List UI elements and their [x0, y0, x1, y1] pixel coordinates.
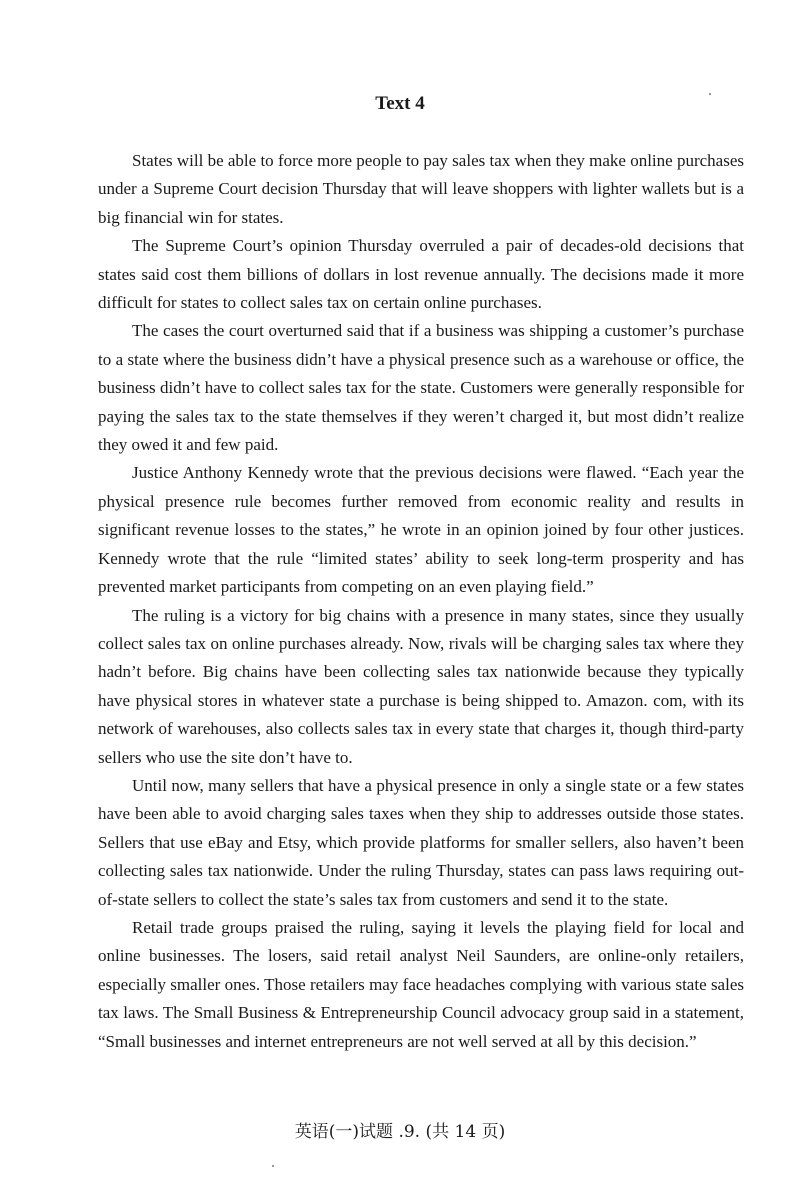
page-footer: 英语(一)试题 .9. (共 14 页): [294, 1122, 506, 1142]
paragraph-4: Justice Anthony Kennedy wrote that the previous decisions were flawed. “Each year the physical presence rule becomes further removed from economic reality and results in significant revenue losses to the states,” he wrote in an opinion joined by four other justices. Kennedy wrote that the rule “limited states’ ability to seek long-term prosperity and has prevented market participants from competing on an even playing field.”: [98, 463, 744, 597]
scan-speck: [272, 1165, 274, 1167]
scan-speck: [709, 93, 711, 95]
paragraph-2: The Supreme Court’s opinion Thursday overruled a pair of decades-old decisions that states said cost them billions of dollars in lost revenue annually. The decisions made it more difficult for states to collect sales tax on certain online purchases.: [98, 236, 744, 313]
paragraph-5: The ruling is a victory for big chains with a presence in many states, since they usually collect sales tax on online purchases already. Now, rivals will be charging sales tax where they hadn’t before. Big chains have been collecting sales tax nationwide because they typically have physical stores in whatever state a purchase is being shipped to. Amazon. com, with its network of warehouses, also collects sales tax in every state that charges it, though third-party sellers who use the site don’t have to.: [98, 605, 744, 767]
text-title: Text 4: [375, 93, 425, 114]
paragraph-7: Retail trade groups praised the ruling, saying it levels the playing field for local and online businesses. The losers, said retail analyst Neil Saunders, are online-only retailers, especially smaller ones. Those retailers may face headaches complying with various state sales tax laws. The Small Business & Entrepreneurship Council advocacy group said in a statement, “Small businesses and internet entrepreneurs are not well served at all by this decision.”: [98, 917, 744, 1051]
paragraph-1: States will be able to force more people to pay sales tax when they make online purchases under a Supreme Court decision Thursday that will leave shoppers with lighter wallets but is a big financial win for states.: [98, 151, 744, 227]
paragraph-6: Until now, many sellers that have a physical presence in only a single state or a few states have been able to avoid charging sales taxes when they ship to addresses outside those states. Sellers that use eBay and Etsy, which provide platforms for smaller sellers, also haven’t been collecting sales tax nationwide. Under the ruling Thursday, states can pass laws requiring out-of-state sellers to collect the state’s sales tax from customers and send it to the state.: [98, 775, 744, 909]
passage-body: [98, 147, 744, 1056]
paragraph-3: The cases the court overturned said that if a business was shipping a customer’s purchase to a state where the business didn’t have a physical presence such as a warehouse or office, the business didn’t have to collect sales tax for the state. Customers were generally responsible for paying the sales tax to the state themselves if they weren’t charged it, but most didn’t realize they owed it and few paid.: [98, 321, 744, 455]
